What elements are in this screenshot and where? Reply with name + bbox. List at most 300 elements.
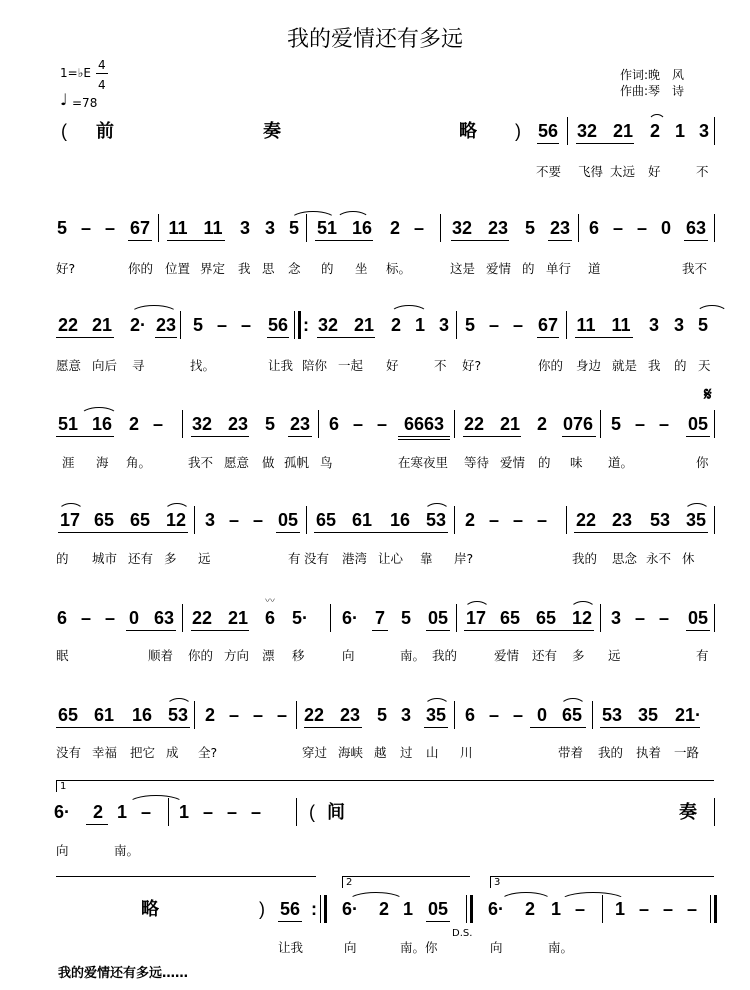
underline (167, 240, 225, 241)
barline (296, 701, 297, 729)
note: 32 (317, 315, 339, 335)
lyric: 把它 (130, 745, 156, 760)
lyric: 移 (292, 648, 305, 663)
lyric: 天 (698, 358, 711, 373)
note: 11 (203, 218, 223, 238)
underline (314, 532, 448, 533)
lyric: 味 (570, 455, 583, 470)
note: 6· (53, 802, 71, 822)
lyric: 休 (682, 551, 695, 566)
note: 23 (487, 218, 509, 238)
lyric: 陪你 (302, 358, 328, 373)
lyric: 南。你 (400, 940, 438, 955)
note: 1 (178, 802, 190, 822)
lyric: 标。 (386, 261, 412, 276)
note: 6 (264, 608, 276, 628)
dash: – (352, 414, 364, 434)
segno-icon: 𝄋 (704, 384, 712, 405)
underline (304, 727, 362, 728)
lyric: 不 (696, 164, 709, 179)
lyric: 不要 (536, 164, 562, 179)
underline (426, 630, 450, 631)
underline (155, 337, 177, 338)
barline (194, 701, 195, 729)
note: 16 (389, 510, 411, 530)
repeat-barline (298, 311, 301, 339)
note: 5 (464, 315, 476, 335)
note: 53 (601, 705, 623, 725)
note: 22 (303, 705, 325, 725)
note: 7 (374, 608, 386, 628)
note: 3 (264, 218, 276, 238)
ending-bracket (56, 876, 316, 877)
note: 6· (341, 899, 359, 919)
note: 17 (59, 510, 81, 530)
lyric: 让我 (278, 940, 304, 955)
note: 23 (155, 315, 177, 335)
lyric: 我的 (572, 551, 598, 566)
lyric: 我 (648, 358, 661, 373)
note: 5 (376, 705, 388, 725)
note: 21 (227, 608, 249, 628)
underline (600, 727, 700, 728)
note: 12 (571, 608, 593, 628)
note: 22 (191, 608, 213, 628)
barline (330, 604, 331, 632)
note: 65 (57, 705, 79, 725)
underline (686, 436, 710, 437)
barline (714, 214, 715, 242)
lyric: 爱情 (500, 455, 526, 470)
underline (278, 921, 302, 922)
dash: – (634, 414, 646, 434)
lyric: 好 (386, 358, 399, 373)
note: 3 (239, 218, 251, 238)
barline (466, 895, 467, 923)
lyric: 你的 (128, 261, 154, 276)
underline (191, 436, 249, 437)
ending-bracket (490, 876, 714, 877)
lyric: 穿过 (302, 745, 328, 760)
note: 21 (91, 315, 113, 335)
underline (86, 824, 108, 825)
note: 32 (191, 414, 213, 434)
note: 0 (128, 608, 140, 628)
interlude-text: 奏 (679, 802, 697, 822)
barline (454, 410, 455, 438)
lyric: 位置 (165, 261, 191, 276)
note: 6 (464, 705, 476, 725)
slur (336, 211, 370, 220)
note: 05 (687, 414, 709, 434)
note: 6· (341, 608, 359, 628)
ending-number: 2 (346, 877, 353, 888)
repeat-dots: : (311, 899, 317, 919)
lyric: 城市 (92, 551, 118, 566)
lyric: 爱情 (494, 648, 520, 663)
lyric: 顺着 (148, 648, 174, 663)
dash: – (634, 608, 646, 628)
lyric: 带着 (558, 745, 584, 760)
lyric: 鸟 (320, 455, 333, 470)
tempo: =78 (72, 96, 98, 110)
lyric: 愿意 (56, 358, 82, 373)
note: 3 (438, 315, 450, 335)
note: 53 (167, 705, 189, 725)
lyric: 远 (608, 648, 621, 663)
lyric: 的 (56, 551, 69, 566)
dash: – (240, 315, 252, 335)
lyric: 爱情 (486, 261, 512, 276)
note: 16 (91, 414, 113, 434)
barline (182, 410, 183, 438)
dash: – (140, 802, 152, 822)
note: 3 (673, 315, 685, 335)
lyric: 念 (288, 261, 301, 276)
note: 53 (425, 510, 447, 530)
interlude-text: 略 (141, 899, 159, 919)
ending-bracket (342, 876, 343, 888)
underline (424, 727, 448, 728)
dash: – (202, 802, 214, 822)
note: 22 (575, 510, 597, 530)
dash: – (512, 705, 524, 725)
note: 53 (649, 510, 671, 530)
ending-bracket (56, 780, 714, 781)
dash: – (252, 705, 264, 725)
lyric: 让我 (268, 358, 294, 373)
lyric: 有 (696, 648, 709, 663)
note: 2 (389, 218, 401, 238)
lyric: 方向 (224, 648, 250, 663)
barline (318, 410, 319, 438)
lyric: 眠 (56, 648, 69, 663)
note: 5· (291, 608, 309, 628)
note: 65 (129, 510, 151, 530)
lyric: 远 (198, 551, 211, 566)
lyric: 向 (342, 648, 355, 663)
dash: – (80, 218, 92, 238)
note: 65 (561, 705, 583, 725)
lyric: 坐 (355, 261, 368, 276)
page-title: 我的爱情还有多远 (286, 27, 463, 52)
slur (164, 503, 190, 512)
barline (600, 604, 601, 632)
lyric: 我不 (682, 261, 708, 276)
note: 23 (289, 414, 311, 434)
lyric: 道 (588, 261, 601, 276)
lyric: 太远 (610, 164, 636, 179)
lyric: 还有 (532, 648, 558, 663)
lyric: 做 (262, 455, 275, 470)
note: 65 (315, 510, 337, 530)
lyric: 多 (572, 648, 585, 663)
lyric: 飞得 (578, 164, 604, 179)
note: 5 (610, 414, 622, 434)
lyric: 一路 (674, 745, 700, 760)
prelude-text: 前 (96, 121, 114, 141)
note: 35 (637, 705, 659, 725)
lyric: 川 (460, 745, 473, 760)
lyric: 身边 (576, 358, 602, 373)
dash: – (152, 414, 164, 434)
underline (575, 337, 633, 338)
note: 11 (576, 315, 596, 335)
footer-text: 我的爱情还有多远…… (58, 966, 189, 981)
slur (424, 503, 450, 512)
underline (288, 436, 312, 437)
lyric: 执着 (636, 745, 662, 760)
note: 6663 (403, 414, 445, 434)
lyric: 没有 (304, 551, 330, 566)
note: 2 (92, 802, 104, 822)
note: 56 (279, 899, 301, 919)
dash: – (574, 899, 586, 919)
dash: – (658, 414, 670, 434)
lyric: 的 (321, 261, 334, 276)
dash: – (228, 705, 240, 725)
underline (128, 240, 152, 241)
note: 0 (660, 218, 672, 238)
lyric: 靠 (420, 551, 433, 566)
note: 12 (165, 510, 187, 530)
barline (566, 506, 567, 534)
note: 05 (277, 510, 299, 530)
note: 6 (56, 608, 68, 628)
lyric: 有 (288, 551, 301, 566)
dash: – (252, 510, 264, 530)
composer: 作曲:琴 诗 (620, 84, 685, 98)
dash: – (104, 608, 116, 628)
interlude-text: 间 (327, 802, 345, 822)
lyric: 多 (164, 551, 177, 566)
lyric: 愿意 (224, 455, 250, 470)
slur (500, 892, 552, 901)
note: 63 (685, 218, 707, 238)
note: 65 (499, 608, 521, 628)
ending-number: 3 (494, 877, 501, 888)
note: 2 (390, 315, 402, 335)
barline (470, 895, 473, 923)
note: 1 (402, 899, 414, 919)
note: 22 (463, 414, 485, 434)
note: 1 (550, 899, 562, 919)
note: 5 (524, 218, 536, 238)
barline (567, 117, 568, 145)
lyric: 漂 (262, 648, 275, 663)
note: 35 (425, 705, 447, 725)
note: 2 (378, 899, 390, 919)
lyric: 好? (462, 358, 482, 373)
note: 23 (549, 218, 571, 238)
note: 1 (414, 315, 426, 335)
barline (566, 311, 567, 339)
underline (372, 630, 388, 631)
turn-ornament-icon: 〰 (265, 596, 275, 607)
lyric: 就是 (612, 358, 638, 373)
dash: – (658, 608, 670, 628)
note: 2 (464, 510, 476, 530)
note: 22 (57, 315, 79, 335)
underline (56, 727, 190, 728)
dal-segno: D.S. (452, 928, 473, 939)
note: 61 (93, 705, 115, 725)
lyric: 的 (674, 358, 687, 373)
dash: – (612, 218, 624, 238)
underline (398, 436, 450, 437)
slur (128, 795, 184, 804)
note: 05 (687, 608, 709, 628)
note: 67 (129, 218, 151, 238)
underline (548, 240, 572, 241)
lyric: 我的 (432, 648, 458, 663)
dash: – (638, 899, 650, 919)
barline (454, 701, 455, 729)
underline (574, 532, 708, 533)
barline (592, 701, 593, 729)
slur (570, 601, 596, 610)
note: 32 (451, 218, 473, 238)
slur (696, 305, 728, 314)
barline (294, 311, 295, 339)
lyric: 海 (96, 455, 109, 470)
slur (464, 601, 490, 610)
underline (576, 143, 634, 144)
underline (684, 240, 708, 241)
slur (390, 305, 428, 314)
lyric: 山 (426, 745, 439, 760)
underline (58, 532, 188, 533)
barline (296, 798, 297, 826)
underline (686, 630, 710, 631)
lyric: 思念 (612, 551, 638, 566)
barline (714, 410, 715, 438)
lyric: 等待 (464, 455, 490, 470)
dash: – (512, 510, 524, 530)
note: 56 (267, 315, 289, 335)
lyric: 幸福 (92, 745, 118, 760)
underline (191, 630, 249, 631)
note: 23 (227, 414, 249, 434)
barline (456, 311, 457, 339)
note: 17 (465, 608, 487, 628)
barline (714, 604, 715, 632)
slur (684, 503, 710, 512)
lyric: 向 (344, 940, 357, 955)
note: 2 (536, 414, 548, 434)
note: 5 (400, 608, 412, 628)
barline (440, 214, 441, 242)
lyric: 思 (262, 261, 275, 276)
slur (424, 698, 450, 707)
note: 076 (562, 414, 594, 434)
note: 23 (611, 510, 633, 530)
barline (454, 506, 455, 534)
note: 3 (204, 510, 216, 530)
lyric: 成 (166, 745, 179, 760)
slur (560, 698, 586, 707)
dash: – (250, 802, 262, 822)
note: 51 (316, 218, 338, 238)
note: 0 (536, 705, 548, 725)
underline (267, 337, 289, 338)
barline (600, 410, 601, 438)
lyric: 向 (56, 843, 69, 858)
lyric: 南。 (548, 940, 574, 955)
dash: – (413, 218, 425, 238)
key-signature: 1=♭E (60, 66, 91, 80)
repeat-dots: : (303, 315, 309, 335)
note: 21· (674, 705, 702, 725)
note: 2 (204, 705, 216, 725)
note: 23 (339, 705, 361, 725)
dash: – (512, 315, 524, 335)
barline (182, 604, 183, 632)
lyric: 岸? (454, 551, 474, 566)
underline (56, 337, 114, 338)
dash: – (686, 899, 698, 919)
slur (58, 503, 84, 512)
underline (537, 143, 559, 144)
lyric: 海峡 (338, 745, 364, 760)
lyric: 向 (490, 940, 503, 955)
ending-bracket (342, 876, 470, 877)
interlude-close-paren: ) (259, 899, 265, 919)
dash: – (80, 608, 92, 628)
barline (194, 506, 195, 534)
dash: – (226, 802, 238, 822)
prelude-open-paren: ( (61, 121, 67, 141)
time-signature-line (96, 73, 108, 74)
barline (714, 117, 715, 145)
note: 05 (427, 899, 449, 919)
note: 6 (588, 218, 600, 238)
lyric: 道。 (608, 455, 634, 470)
lyric: 港湾 (342, 551, 368, 566)
barline (158, 214, 159, 242)
final-barline (714, 895, 717, 923)
slur (130, 305, 178, 314)
slur (166, 698, 192, 707)
lyric: 一起 (338, 358, 364, 373)
lyric: 寻 (132, 358, 145, 373)
note: 5 (192, 315, 204, 335)
interlude-open-paren: ( (309, 802, 315, 822)
note: 6 (328, 414, 340, 434)
lyric: 孤帆 (284, 455, 310, 470)
lyric: 我 (238, 261, 251, 276)
time-signature-denominator: 4 (98, 78, 106, 92)
underline (530, 727, 586, 728)
barline (180, 311, 181, 339)
note: 5 (697, 315, 709, 335)
note: 11 (168, 218, 188, 238)
underline (317, 337, 375, 338)
barline (714, 798, 715, 826)
note: 51 (57, 414, 79, 434)
underline (315, 240, 373, 241)
lyric: 好 (648, 164, 661, 179)
lyric: 单行 (546, 261, 572, 276)
underline (562, 436, 596, 437)
note: 2· (129, 315, 147, 335)
note: 16 (131, 705, 153, 725)
note: 5 (264, 414, 276, 434)
note: 3 (400, 705, 412, 725)
ending-bracket (490, 876, 491, 888)
prelude-text: 奏 (263, 121, 281, 141)
lyric: 这是 (450, 261, 476, 276)
